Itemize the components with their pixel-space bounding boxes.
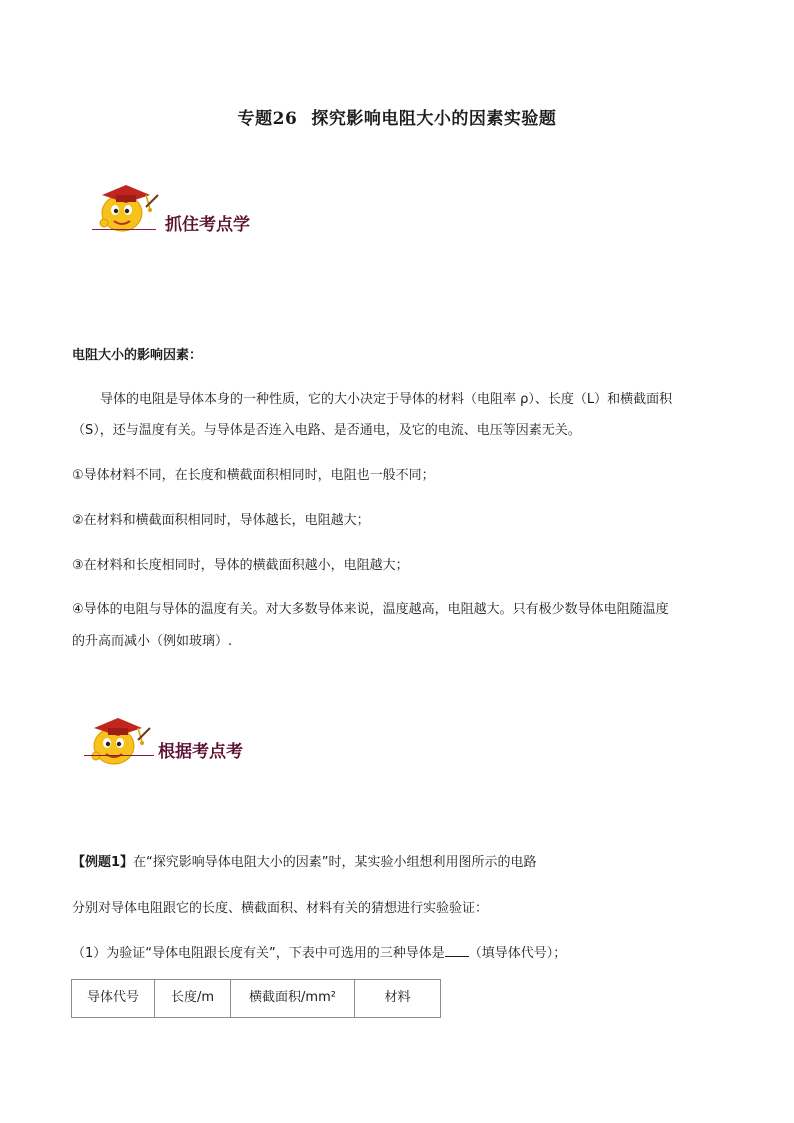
title-topic-number: 专题26 bbox=[237, 109, 298, 129]
example-line-1: 在“探究影响导体电阻大小的因素”时，某实验小组想利用图所示的电路 bbox=[133, 855, 537, 870]
section-underline bbox=[84, 755, 154, 756]
example-tag: 【例题1】 bbox=[72, 855, 134, 870]
graduate-mascot-icon bbox=[88, 165, 168, 237]
point-item: ①导体材料不同，在长度和横截面积相同时，电阻也一般不同； bbox=[72, 468, 435, 483]
table-header-cell: 材料 bbox=[355, 980, 441, 1018]
knowledge-heading: 电阻大小的影响因素： bbox=[72, 348, 203, 363]
title-topic-name: 探究影响电阻大小的因素实验题 bbox=[311, 109, 557, 129]
section-label-learn: 抓住考点学 bbox=[165, 215, 250, 235]
paragraph-line-2: （S），还与温度有关。与导体是否连入电路、是否通电，及它的电流、电压等因素无关。 bbox=[72, 423, 581, 438]
answer-blank[interactable] bbox=[445, 944, 469, 957]
point-item: ③在材料和长度相同时，导体的横截面积越小，电阻越大； bbox=[72, 558, 409, 573]
question-1-text: （1）为验证“导体电阻跟长度有关”，下表中可选用的三种导体是 bbox=[72, 946, 445, 961]
point-4-line-2: 的升高而减小（例如玻璃）. bbox=[72, 634, 233, 649]
question-1 bbox=[72, 942, 566, 961]
table-header-cell: 横截面积/mm² bbox=[231, 980, 355, 1018]
section-label-exam: 根据考点考 bbox=[158, 742, 243, 762]
example-intro bbox=[72, 851, 537, 870]
conductor-table bbox=[71, 979, 441, 1018]
point-4-line-1: ④导体的电阻与导体的温度有关。对大多数导体来说，温度越高，电阻越大。只有极少数导体电阻随温度 bbox=[72, 602, 669, 617]
point-item: ②在材料和横截面积相同时，导体越长，电阻越大； bbox=[72, 513, 370, 528]
section-header-exam bbox=[80, 698, 160, 774]
section-underline bbox=[92, 229, 156, 230]
graduate-mascot-icon bbox=[80, 698, 160, 770]
table-header-cell: 导体代号 bbox=[72, 980, 155, 1018]
paragraph-line-1: 导体的电阻是导体本身的一种性质，它的大小决定于导体的材料（电阻率 ρ）、长度（L）和横截面积 bbox=[100, 392, 673, 407]
question-1-hint: （填导体代号）； bbox=[468, 946, 567, 961]
table-header-cell: 长度/m bbox=[155, 980, 231, 1018]
example-line-2: 分别对导体电阻跟它的长度、横截面积、材料有关的猜想进行实验验证： bbox=[72, 901, 489, 916]
table-header-row bbox=[72, 980, 441, 1018]
page-title bbox=[0, 104, 794, 129]
